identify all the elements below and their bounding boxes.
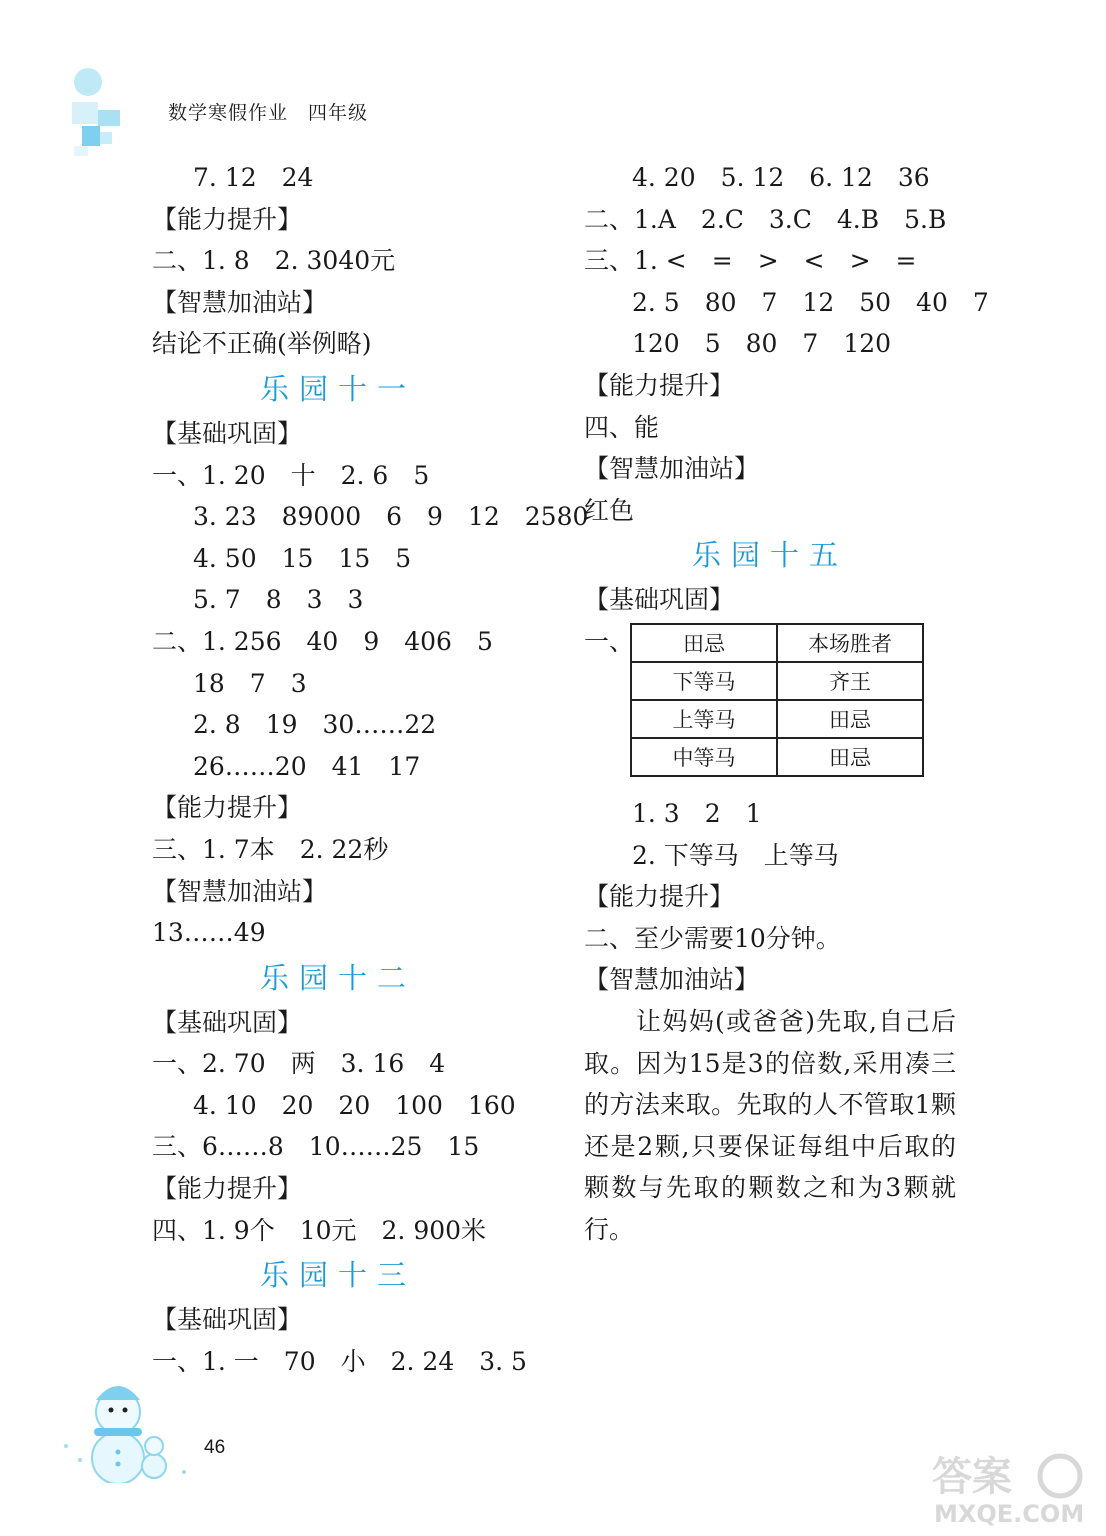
right-column xyxy=(584,157,989,1250)
header-decoration-icon xyxy=(68,62,138,162)
section-heading: 乐园十二 xyxy=(260,960,417,995)
answer-line: 二、1. 256 40 9 406 5 xyxy=(152,626,493,656)
section-heading: 乐园十一 xyxy=(260,371,417,406)
table-prefix: 一、 xyxy=(584,626,635,656)
table-cell: 田忌 xyxy=(777,738,923,776)
table-cell: 齐王 xyxy=(777,662,923,700)
answer-line: 3. 23 89000 6 9 12 2580 xyxy=(193,502,589,532)
answer-line: 2. 8 19 30……22 xyxy=(193,710,437,740)
table-row xyxy=(631,662,923,700)
answer-line: 四、1. 9个 10元 2. 900米 xyxy=(152,1215,487,1245)
table-cell: 田忌 xyxy=(777,700,923,738)
answer-line: 4. 20 5. 12 6. 12 36 xyxy=(632,163,930,192)
snowman-icon xyxy=(56,1368,196,1483)
answer-line: 【智慧加油站】 xyxy=(584,454,760,484)
answer-line: 4. 50 15 15 5 xyxy=(193,543,412,573)
answer-line: 2. 下等马 上等马 xyxy=(632,840,839,870)
answer-line: 二、1.A 2.C 3.C 4.B 5.B xyxy=(584,204,947,234)
answer-line: 【智慧加油站】 xyxy=(152,287,328,317)
answer-line: 【智慧加油站】 xyxy=(584,965,760,995)
table-cell: 本场胜者 xyxy=(777,624,923,662)
match-table-block xyxy=(584,621,984,793)
horse-race-table xyxy=(630,623,924,777)
answer-line: 一、1. 一 70 小 2. 24 3. 5 xyxy=(152,1346,527,1376)
answer-line: 13……49 xyxy=(152,918,266,948)
answer-line: 【基础巩固】 xyxy=(584,585,735,615)
answer-line: 四、能 xyxy=(584,412,660,442)
answer-line: 一、2. 70 两 3. 16 4 xyxy=(152,1049,446,1079)
answer-line: 【能力提升】 xyxy=(152,793,303,823)
page-number: 46 xyxy=(204,1437,226,1458)
answer-line: 三、1. 7本 2. 22秒 xyxy=(152,834,389,864)
svg-text:MXQE.COM: MXQE.COM xyxy=(934,1500,1085,1526)
answer-line: 120 5 80 7 120 xyxy=(632,329,892,359)
svg-text:答案: 答案 xyxy=(932,1454,1012,1500)
answer-line: 红色 xyxy=(584,495,635,525)
answer-line: 【能力提升】 xyxy=(152,1174,303,1204)
table-row xyxy=(631,624,923,662)
answer-line: 三、6……8 10……25 15 xyxy=(152,1132,480,1162)
answer-line: 1. 3 2 1 xyxy=(632,798,762,828)
answer-line: 2. 5 80 7 12 50 40 7 xyxy=(632,287,989,317)
answer-line: 【基础巩固】 xyxy=(152,1007,303,1037)
answer-line: 二、1. 8 2. 3040元 xyxy=(152,246,396,276)
table-row xyxy=(631,738,923,776)
answer-line: 一、1. 20 十 2. 6 5 xyxy=(152,460,430,490)
answer-line: 结论不正确(举例略) xyxy=(152,329,372,359)
answer-paragraph: 让妈妈(或爸爸)先取,自己后取。因为15是3的倍数,采用凑三的方法来取。先取的人不管取1颗还是2颗,只要保证每组中后取的颗数与先取的颗数之和为3颗就行。 xyxy=(584,1006,956,1244)
header-title: 数学寒假作业 四年级 xyxy=(168,102,369,124)
answer-line: 【智慧加油站】 xyxy=(152,876,328,906)
answer-line: 7. 12 24 xyxy=(193,163,314,192)
answer-line: 二、至少需要10分钟。 xyxy=(584,923,841,953)
table-row xyxy=(631,700,923,738)
table-cell: 田忌 xyxy=(631,624,777,662)
table-cell: 中等马 xyxy=(631,738,777,776)
section-heading: 乐园十三 xyxy=(260,1258,417,1293)
table-cell: 下等马 xyxy=(631,662,777,700)
table-cell: 上等马 xyxy=(631,700,777,738)
answer-line: 26……20 41 17 xyxy=(193,751,421,781)
left-column xyxy=(152,157,589,1382)
answer-line: 三、1. < = > < > = xyxy=(584,246,917,276)
answer-line: 【能力提升】 xyxy=(584,882,735,912)
answer-line: 【基础巩固】 xyxy=(152,418,303,448)
answer-line: 【能力提升】 xyxy=(152,204,303,234)
section-heading: 乐园十五 xyxy=(692,538,849,573)
watermark-logo-icon xyxy=(928,1446,1088,1526)
answer-line: 18 7 3 xyxy=(193,668,307,698)
answer-line: 4. 10 20 20 100 160 xyxy=(193,1090,516,1120)
answer-line: 【能力提升】 xyxy=(584,370,735,400)
answer-line: 5. 7 8 3 3 xyxy=(193,585,364,615)
answer-line: 【基础巩固】 xyxy=(152,1305,303,1335)
